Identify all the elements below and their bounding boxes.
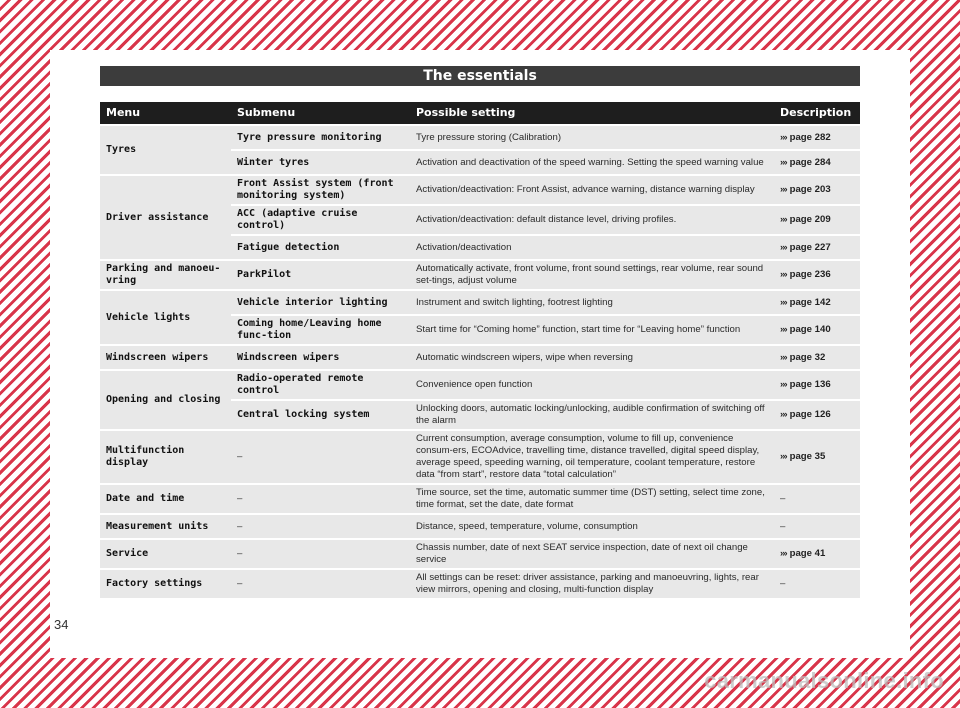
- description-cell[interactable]: [774, 206, 860, 234]
- setting-cell: Convenience open function: [410, 371, 774, 399]
- page-reference-link[interactable]: page 284: [789, 156, 831, 168]
- page-sheet: [50, 50, 910, 658]
- submenu-cell: –: [231, 570, 410, 598]
- description-cell[interactable]: [774, 126, 860, 149]
- submenu-cell: Vehicle interior lighting: [231, 291, 410, 314]
- table-row: [100, 126, 860, 149]
- menu-cell: Opening and closing: [100, 371, 231, 429]
- page-reference-link[interactable]: page 126: [789, 409, 831, 420]
- menu-cell: Date and time: [100, 485, 231, 513]
- page-reference-link[interactable]: page 41: [789, 548, 826, 559]
- page-reference-link[interactable]: page 142: [789, 296, 831, 308]
- menu-cell: Service: [100, 540, 231, 568]
- table-row: [100, 261, 860, 289]
- menu-cell: Tyres: [100, 126, 231, 174]
- description-cell[interactable]: [774, 540, 860, 568]
- arrow-icon: ›››: [780, 296, 787, 308]
- setting-cell: Activation/deactivation: default distance level, driving profiles.: [410, 206, 774, 234]
- setting-cell: Activation/deactivation: [410, 236, 774, 259]
- submenu-cell: –: [231, 485, 410, 513]
- description-cell: –: [774, 485, 860, 513]
- setting-cell: Instrument and switch lighting, footrest lighting: [410, 291, 774, 314]
- description-cell[interactable]: [774, 431, 860, 483]
- setting-cell: Unlocking doors, automatic locking/unlocking, audible confirmation of switching off the alarm: [410, 401, 774, 429]
- table-row: [100, 176, 860, 204]
- submenu-cell: Central locking system: [231, 401, 410, 429]
- section-title: The essentials: [100, 66, 860, 86]
- setting-cell: All settings can be reset: driver assistance, parking and manoeuvring, lights, rear view mirrors, opening and closing, multi-function display: [410, 570, 774, 598]
- page-reference-link[interactable]: page 35: [789, 451, 826, 462]
- description-cell[interactable]: [774, 236, 860, 259]
- description-cell[interactable]: [774, 401, 860, 429]
- header-description: Description: [774, 102, 860, 124]
- description-cell: –: [774, 570, 860, 598]
- table-row: [100, 346, 860, 369]
- essentials-table: [100, 100, 860, 600]
- page-reference-link[interactable]: page 136: [789, 379, 831, 390]
- arrow-icon: ›››: [780, 324, 787, 335]
- submenu-cell: ParkPilot: [231, 261, 410, 289]
- watermark-text: carmanualsonline.info: [704, 668, 944, 693]
- menu-cell: Driver assistance: [100, 176, 231, 259]
- table-row: [100, 540, 860, 568]
- header-menu: Menu: [100, 102, 231, 124]
- page-reference-link[interactable]: page 203: [789, 184, 831, 195]
- page-reference-link[interactable]: page 140: [789, 324, 831, 335]
- submenu-cell: –: [231, 431, 410, 483]
- page-reference-link[interactable]: page 282: [789, 131, 831, 143]
- arrow-icon: ›››: [780, 548, 787, 559]
- table-row: [100, 570, 860, 598]
- description-cell[interactable]: [774, 371, 860, 399]
- menu-cell: Factory settings: [100, 570, 231, 598]
- submenu-cell: –: [231, 540, 410, 568]
- submenu-cell: Winter tyres: [231, 151, 410, 174]
- menu-cell: Vehicle lights: [100, 291, 231, 344]
- description-cell[interactable]: [774, 291, 860, 314]
- table-row: [100, 485, 860, 513]
- table-row: [100, 371, 860, 399]
- menu-cell: Windscreen wipers: [100, 346, 231, 369]
- arrow-icon: ›››: [780, 214, 787, 225]
- submenu-cell: ACC (adaptive cruise control): [231, 206, 410, 234]
- arrow-icon: ›››: [780, 156, 787, 168]
- page-reference-link[interactable]: page 236: [789, 269, 831, 280]
- menu-cell: Multifunction display: [100, 431, 231, 483]
- page-reference-link[interactable]: page 32: [789, 351, 826, 363]
- submenu-cell: Fatigue detection: [231, 236, 410, 259]
- page-reference-link[interactable]: page 209: [789, 214, 831, 225]
- header-possible-setting: Possible setting: [410, 102, 774, 124]
- description-cell[interactable]: [774, 261, 860, 289]
- arrow-icon: ›››: [780, 184, 787, 195]
- table-row: [100, 515, 860, 538]
- arrow-icon: ›››: [780, 379, 787, 390]
- setting-cell: Activation/deactivation: Front Assist, advance warning, distance warning display: [410, 176, 774, 204]
- submenu-cell: Coming home/Leaving home func-tion: [231, 316, 410, 344]
- page-reference-link[interactable]: page 227: [789, 241, 831, 253]
- setting-cell: Tyre pressure storing (Calibration): [410, 126, 774, 149]
- table-row: [100, 291, 860, 314]
- arrow-icon: ›››: [780, 269, 787, 280]
- description-cell[interactable]: [774, 346, 860, 369]
- description-cell: –: [774, 515, 860, 538]
- arrow-icon: ›››: [780, 451, 787, 462]
- submenu-cell: Radio-operated remote control: [231, 371, 410, 399]
- setting-cell: Start time for “Coming home” function, start time for “Leaving home” function: [410, 316, 774, 344]
- submenu-cell: Tyre pressure monitoring: [231, 126, 410, 149]
- setting-cell: Current consumption, average consumption, volume to fill up, convenience consum-ers, ECOAdvice, travelling time, distance travelled, digital speed display, average speed, speeding warning, oil temperature, coolant temperature, restore data “from start”, restore data “total calculation”: [410, 431, 774, 483]
- setting-cell: Automatic windscreen wipers, wipe when reversing: [410, 346, 774, 369]
- setting-cell: Automatically activate, front volume, front sound settings, rear volume, rear sound set-tings, adjust volume: [410, 261, 774, 289]
- arrow-icon: ›››: [780, 351, 787, 363]
- submenu-cell: Windscreen wipers: [231, 346, 410, 369]
- setting-cell: Chassis number, date of next SEAT service inspection, date of next oil change service: [410, 540, 774, 568]
- table-row: [100, 431, 860, 483]
- menu-cell: Measurement units: [100, 515, 231, 538]
- description-cell[interactable]: [774, 316, 860, 344]
- setting-cell: Time source, set the time, automatic summer time (DST) setting, select time zone, time format, set the date, date format: [410, 485, 774, 513]
- submenu-cell: –: [231, 515, 410, 538]
- menu-cell: Parking and manoeu-vring: [100, 261, 231, 289]
- submenu-cell: Front Assist system (front monitoring system): [231, 176, 410, 204]
- setting-cell: Activation and deactivation of the speed warning. Setting the speed warning value: [410, 151, 774, 174]
- description-cell[interactable]: [774, 176, 860, 204]
- arrow-icon: ›››: [780, 241, 787, 253]
- header-submenu: Submenu: [231, 102, 410, 124]
- table-header-row: [100, 102, 860, 124]
- arrow-icon: ›››: [780, 131, 787, 143]
- setting-cell: Distance, speed, temperature, volume, consumption: [410, 515, 774, 538]
- description-cell[interactable]: [774, 151, 860, 174]
- arrow-icon: ›››: [780, 409, 787, 420]
- page-number: 34: [54, 617, 69, 632]
